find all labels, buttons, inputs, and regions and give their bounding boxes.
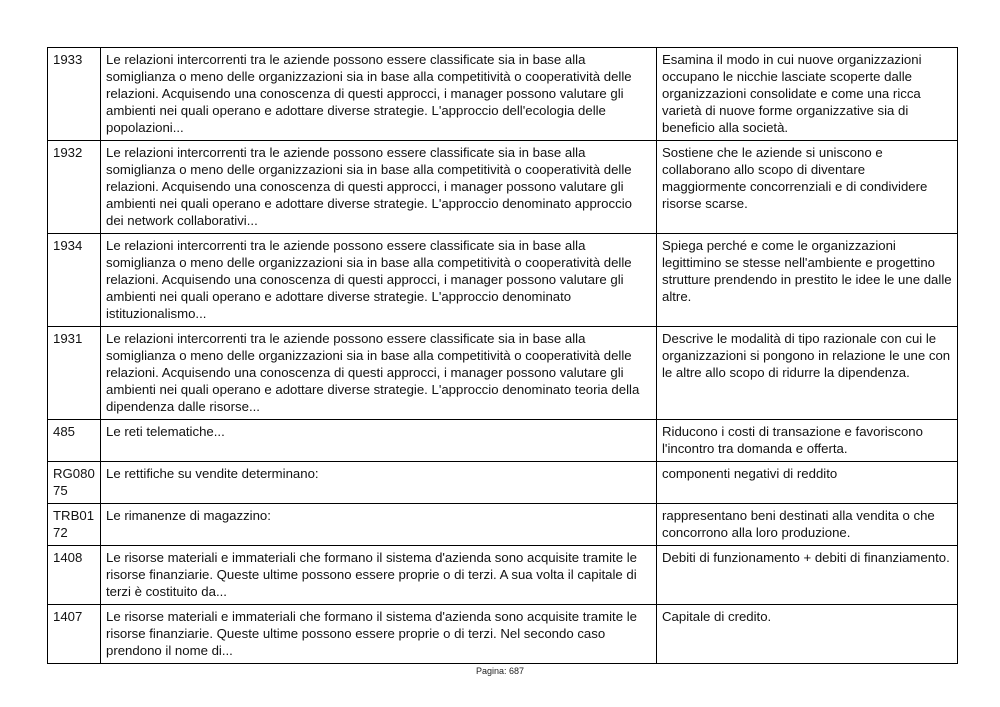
row-code: TRB0172 (48, 504, 101, 546)
row-code: 1408 (48, 546, 101, 605)
table-row (48, 141, 958, 234)
row-question: Le risorse materiali e immateriali che formano il sistema d'azienda sono acquisite tramite le risorse finanziarie. Queste ultime possono essere proprie o di terzi. Nel secondo caso prendono il nome di... (101, 605, 657, 664)
table-row (48, 234, 958, 327)
row-answer: rappresentano beni destinati alla vendita o che concorrono alla loro produzione. (657, 504, 958, 546)
row-answer: Sostiene che le aziende si uniscono e collaborano allo scopo di diventare maggiormente concorrenziali e di condividere risorse scarse. (657, 141, 958, 234)
question-table (47, 47, 958, 664)
row-code: 1934 (48, 234, 101, 327)
table-row (48, 420, 958, 462)
row-code: 1407 (48, 605, 101, 664)
table-row (48, 605, 958, 664)
row-code: 1932 (48, 141, 101, 234)
row-answer: Debiti di funzionamento + debiti di finanziamento. (657, 546, 958, 605)
row-answer: componenti negativi di reddito (657, 462, 958, 504)
row-question: Le rimanenze di magazzino: (101, 504, 657, 546)
row-code: RG08075 (48, 462, 101, 504)
row-code: 1931 (48, 327, 101, 420)
row-answer: Riducono i costi di transazione e favoriscono l'incontro tra domanda e offerta. (657, 420, 958, 462)
table-row (48, 504, 958, 546)
row-question: Le reti telematiche... (101, 420, 657, 462)
row-answer: Capitale di credito. (657, 605, 958, 664)
row-answer: Spiega perché e come le organizzazioni legittimino se stesse nell'ambiente e progettino strutture prendendo in prestito le idee le une dalle altre. (657, 234, 958, 327)
table-row (48, 327, 958, 420)
row-question: Le relazioni intercorrenti tra le aziende possono essere classificate sia in base alla somiglianza o meno delle organizzazioni sia in base alla competitività o cooperatività delle relazioni. Acquisendo una conoscenza di questi approcci, i manager possono valutare gli ambienti nei quali operano e adottare diverse strategie. L'approccio denominato teoria della dipendenza dalle risorse... (101, 327, 657, 420)
row-code: 1933 (48, 48, 101, 141)
row-answer: Esamina il modo in cui nuove organizzazioni occupano le nicchie lasciate scoperte dalle organizzazioni consolidate e come una ricca varietà di nuove forme organizzative sia di beneficio alla società. (657, 48, 958, 141)
row-question: Le relazioni intercorrenti tra le aziende possono essere classificate sia in base alla somiglianza o meno delle organizzazioni sia in base alla competitività o cooperatività delle relazioni. Acquisendo una conoscenza di questi approcci, i manager possono valutare gli ambienti nei quali operano e adottare diverse strategie. L'approccio denominato approccio dei network collaborativi... (101, 141, 657, 234)
row-answer: Descrive le modalità di tipo razionale con cui le organizzazioni si pongono in relazione le une con le altre allo scopo di ridurre la dipendenza. (657, 327, 958, 420)
row-question: Le relazioni intercorrenti tra le aziende possono essere classificate sia in base alla somiglianza o meno delle organizzazioni sia in base alla competitività o cooperatività delle relazioni. Acquisendo una conoscenza di questi approcci, i manager possono valutare gli ambienti nei quali operano e adottare diverse strategie. L'approccio dell'ecologia delle popolazioni... (101, 48, 657, 141)
row-question: Le risorse materiali e immateriali che formano il sistema d'azienda sono acquisite tramite le risorse finanziarie. Queste ultime possono essere proprie o di terzi. A sua volta il capitale di terzi è costituito da... (101, 546, 657, 605)
row-code: 485 (48, 420, 101, 462)
row-question: Le relazioni intercorrenti tra le aziende possono essere classificate sia in base alla somiglianza o meno delle organizzazioni sia in base alla competitività o cooperatività delle relazioni. Acquisendo una conoscenza di questi approcci, i manager possono valutare gli ambienti nei quali operano e adottare diverse strategie. L'approccio denominato istituzionalismo... (101, 234, 657, 327)
table-row (48, 546, 958, 605)
table-row (48, 462, 958, 504)
row-question: Le rettifiche su vendite determinano: (101, 462, 657, 504)
table-row (48, 48, 958, 141)
page-number: Pagina: 687 (475, 666, 525, 676)
